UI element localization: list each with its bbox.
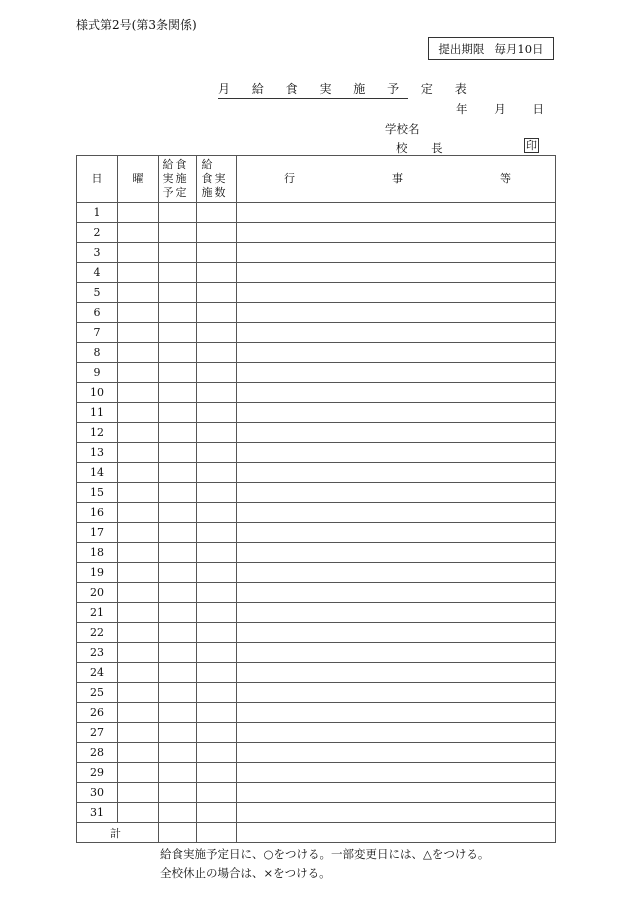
day-cell: 9	[77, 363, 118, 383]
events-cell[interactable]	[237, 503, 556, 523]
weekday-cell[interactable]	[118, 663, 159, 683]
table-row	[77, 763, 556, 783]
planned-cell[interactable]	[159, 783, 197, 803]
header-count-label: 給 食実 施数	[201, 158, 228, 199]
count-cell[interactable]	[197, 203, 237, 223]
weekday-cell[interactable]	[118, 283, 159, 303]
day-cell: 6	[77, 303, 118, 323]
table-row	[77, 503, 556, 523]
table-row	[77, 223, 556, 243]
events-cell[interactable]	[237, 363, 556, 383]
weekday-cell[interactable]	[118, 323, 159, 343]
table-row	[77, 563, 556, 583]
weekday-cell[interactable]	[118, 763, 159, 783]
table-header-row	[77, 156, 556, 203]
day-cell: 28	[77, 743, 118, 763]
day-cell: 10	[77, 383, 118, 403]
planned-cell[interactable]	[159, 643, 197, 663]
form-number: 様式第2号(第3条関係)	[76, 18, 197, 32]
count-cell[interactable]	[197, 543, 237, 563]
deadline-value: 毎月10日	[494, 41, 544, 56]
planned-cell[interactable]	[159, 263, 197, 283]
planned-cell[interactable]	[159, 303, 197, 323]
day-cell: 8	[77, 343, 118, 363]
planned-cell[interactable]	[159, 223, 197, 243]
table-row	[77, 303, 556, 323]
planned-cell[interactable]	[159, 463, 197, 483]
table-row	[77, 403, 556, 423]
weekday-cell[interactable]	[118, 263, 159, 283]
day-cell: 1	[77, 203, 118, 223]
planned-cell[interactable]	[159, 503, 197, 523]
events-cell[interactable]	[237, 263, 556, 283]
planned-cell[interactable]	[159, 343, 197, 363]
count-cell[interactable]	[197, 443, 237, 463]
table-row	[77, 583, 556, 603]
header-weekday: 曜	[118, 156, 159, 203]
table-row	[77, 283, 556, 303]
month-label: 月	[494, 102, 506, 116]
table-row	[77, 443, 556, 463]
header-day: 日	[77, 156, 118, 203]
weekday-cell[interactable]	[118, 643, 159, 663]
planned-cell[interactable]	[159, 403, 197, 423]
meal-schedule-table	[76, 155, 556, 843]
weekday-cell[interactable]	[118, 683, 159, 703]
events-cell[interactable]	[237, 383, 556, 403]
table-row	[77, 323, 556, 343]
day-cell: 30	[77, 783, 118, 803]
events-cell[interactable]	[237, 443, 556, 463]
count-cell[interactable]	[197, 283, 237, 303]
weekday-cell[interactable]	[118, 363, 159, 383]
planned-cell[interactable]	[159, 683, 197, 703]
day-cell: 29	[77, 763, 118, 783]
header-planned	[159, 156, 197, 203]
day-cell: 14	[77, 463, 118, 483]
principal-label: 校 長	[396, 141, 453, 155]
count-cell[interactable]	[197, 663, 237, 683]
date-line	[456, 101, 544, 117]
count-cell[interactable]	[197, 623, 237, 643]
events-cell[interactable]	[237, 623, 556, 643]
events-cell[interactable]	[237, 603, 556, 623]
day-cell: 23	[77, 643, 118, 663]
header-events	[237, 156, 556, 203]
count-cell[interactable]	[197, 423, 237, 443]
weekday-cell[interactable]	[118, 443, 159, 463]
day-cell: 4	[77, 263, 118, 283]
events-cell[interactable]	[237, 643, 556, 663]
day-cell: 25	[77, 683, 118, 703]
day-cell: 16	[77, 503, 118, 523]
weekday-cell[interactable]	[118, 603, 159, 623]
events-cell[interactable]	[237, 803, 556, 823]
day-cell: 17	[77, 523, 118, 543]
count-cell[interactable]	[197, 463, 237, 483]
table-row	[77, 343, 556, 363]
count-cell[interactable]	[197, 363, 237, 383]
table-row	[77, 463, 556, 483]
events-cell[interactable]	[237, 723, 556, 743]
table-row	[77, 643, 556, 663]
events-cell[interactable]	[237, 743, 556, 763]
day-cell: 21	[77, 603, 118, 623]
weekday-cell[interactable]	[118, 563, 159, 583]
count-cell[interactable]	[197, 803, 237, 823]
planned-cell[interactable]	[159, 443, 197, 463]
weekday-cell[interactable]	[118, 523, 159, 543]
events-cell[interactable]	[237, 763, 556, 783]
total-label: 計	[77, 823, 159, 843]
planned-cell[interactable]	[159, 583, 197, 603]
events-cell[interactable]	[237, 403, 556, 423]
events-cell[interactable]	[237, 543, 556, 563]
weekday-cell[interactable]	[118, 803, 159, 823]
planned-cell[interactable]	[159, 723, 197, 743]
events-cell[interactable]	[237, 703, 556, 723]
table-row	[77, 383, 556, 403]
planned-cell[interactable]	[159, 323, 197, 343]
planned-cell[interactable]	[159, 543, 197, 563]
count-cell[interactable]	[197, 723, 237, 743]
day-cell: 11	[77, 403, 118, 423]
planned-cell[interactable]	[159, 763, 197, 783]
table-row	[77, 243, 556, 263]
events-cell[interactable]	[237, 323, 556, 343]
weekday-cell[interactable]	[118, 243, 159, 263]
day-cell: 26	[77, 703, 118, 723]
count-cell[interactable]	[197, 603, 237, 623]
count-cell[interactable]	[197, 323, 237, 343]
table-row	[77, 683, 556, 703]
weekday-cell[interactable]	[118, 403, 159, 423]
table-row	[77, 523, 556, 543]
count-cell[interactable]	[197, 303, 237, 323]
planned-cell[interactable]	[159, 703, 197, 723]
total-events-cell[interactable]	[237, 823, 556, 843]
day-cell: 19	[77, 563, 118, 583]
events-cell[interactable]	[237, 343, 556, 363]
seal-icon: 印	[526, 139, 537, 152]
events-cell[interactable]	[237, 483, 556, 503]
header-events-3: 等	[500, 172, 511, 185]
weekday-cell[interactable]	[118, 383, 159, 403]
planned-cell[interactable]	[159, 803, 197, 823]
planned-cell[interactable]	[159, 623, 197, 643]
table-row	[77, 803, 556, 823]
weekday-cell[interactable]	[118, 463, 159, 483]
planned-cell[interactable]	[159, 523, 197, 543]
weekday-cell[interactable]	[118, 203, 159, 223]
events-cell[interactable]	[237, 583, 556, 603]
weekday-cell[interactable]	[118, 223, 159, 243]
count-cell[interactable]	[197, 703, 237, 723]
table-row	[77, 363, 556, 383]
weekday-cell[interactable]	[118, 423, 159, 443]
header-planned-label: 給食実施予定	[162, 158, 189, 199]
count-cell[interactable]	[197, 643, 237, 663]
weekday-cell[interactable]	[118, 723, 159, 743]
day-cell: 22	[77, 623, 118, 643]
day-cell: 2	[77, 223, 118, 243]
events-cell[interactable]	[237, 523, 556, 543]
events-cell[interactable]	[237, 683, 556, 703]
total-planned-cell[interactable]	[159, 823, 197, 843]
count-cell[interactable]	[197, 223, 237, 243]
total-count-cell[interactable]	[197, 823, 237, 843]
table-row	[77, 703, 556, 723]
weekday-cell[interactable]	[118, 303, 159, 323]
planned-cell[interactable]	[159, 243, 197, 263]
table-row	[77, 783, 556, 803]
day-cell: 3	[77, 243, 118, 263]
count-cell[interactable]	[197, 243, 237, 263]
events-cell[interactable]	[237, 663, 556, 683]
weekday-cell[interactable]	[118, 743, 159, 763]
planned-cell[interactable]	[159, 663, 197, 683]
deadline-label: 提出期限	[438, 41, 485, 56]
day-cell: 13	[77, 443, 118, 463]
total-row	[77, 823, 556, 843]
count-cell[interactable]	[197, 683, 237, 703]
day-cell: 18	[77, 543, 118, 563]
table-row	[77, 263, 556, 283]
weekday-cell[interactable]	[118, 483, 159, 503]
note-marking-rules: 給食実施予定日に、○をつける。一部変更日には、△をつける。	[160, 847, 490, 861]
day-cell: 27	[77, 723, 118, 743]
count-cell[interactable]	[197, 403, 237, 423]
count-cell[interactable]	[197, 763, 237, 783]
table-row	[77, 203, 556, 223]
count-cell[interactable]	[197, 563, 237, 583]
weekday-cell[interactable]	[118, 543, 159, 563]
planned-cell[interactable]	[159, 383, 197, 403]
events-cell[interactable]	[237, 423, 556, 443]
events-cell[interactable]	[237, 283, 556, 303]
table-row	[77, 423, 556, 443]
day-cell: 20	[77, 583, 118, 603]
count-cell[interactable]	[197, 343, 237, 363]
header-events-1: 行	[284, 172, 295, 185]
weekday-cell[interactable]	[118, 703, 159, 723]
events-cell[interactable]	[237, 223, 556, 243]
events-cell[interactable]	[237, 303, 556, 323]
table-row	[77, 723, 556, 743]
weekday-cell[interactable]	[118, 783, 159, 803]
day-cell: 5	[77, 283, 118, 303]
submission-deadline-box	[428, 37, 554, 60]
planned-cell[interactable]	[159, 563, 197, 583]
header-events-2: 事	[392, 172, 403, 185]
note-closure-rule: 全校休止の場合は、×をつける。	[160, 866, 331, 880]
planned-cell[interactable]	[159, 203, 197, 223]
weekday-cell[interactable]	[118, 343, 159, 363]
planned-cell[interactable]	[159, 483, 197, 503]
year-label: 年	[456, 102, 468, 116]
planned-cell[interactable]	[159, 743, 197, 763]
planned-cell[interactable]	[159, 283, 197, 303]
table-row	[77, 543, 556, 563]
weekday-cell[interactable]	[118, 583, 159, 603]
header-count	[197, 156, 237, 203]
count-cell[interactable]	[197, 783, 237, 803]
table-row	[77, 663, 556, 683]
planned-cell[interactable]	[159, 423, 197, 443]
planned-cell[interactable]	[159, 603, 197, 623]
count-cell[interactable]	[197, 483, 237, 503]
events-cell[interactable]	[237, 203, 556, 223]
document-title: 月 給 食 実 施 予 定 表	[218, 80, 408, 99]
day-cell: 15	[77, 483, 118, 503]
table-row	[77, 483, 556, 503]
weekday-cell[interactable]	[118, 623, 159, 643]
table-row	[77, 623, 556, 643]
events-cell[interactable]	[237, 783, 556, 803]
count-cell[interactable]	[197, 743, 237, 763]
school-name-label: 学校名	[385, 122, 420, 136]
day-cell: 24	[77, 663, 118, 683]
count-cell[interactable]	[197, 383, 237, 403]
count-cell[interactable]	[197, 263, 237, 283]
weekday-cell[interactable]	[118, 503, 159, 523]
table-row	[77, 603, 556, 623]
events-cell[interactable]	[237, 563, 556, 583]
day-cell: 7	[77, 323, 118, 343]
day-label: 日	[532, 102, 544, 116]
table-row	[77, 743, 556, 763]
day-cell: 31	[77, 803, 118, 823]
day-cell: 12	[77, 423, 118, 443]
count-cell[interactable]	[197, 503, 237, 523]
count-cell[interactable]	[197, 523, 237, 543]
planned-cell[interactable]	[159, 363, 197, 383]
events-cell[interactable]	[237, 463, 556, 483]
count-cell[interactable]	[197, 583, 237, 603]
events-cell[interactable]	[237, 243, 556, 263]
